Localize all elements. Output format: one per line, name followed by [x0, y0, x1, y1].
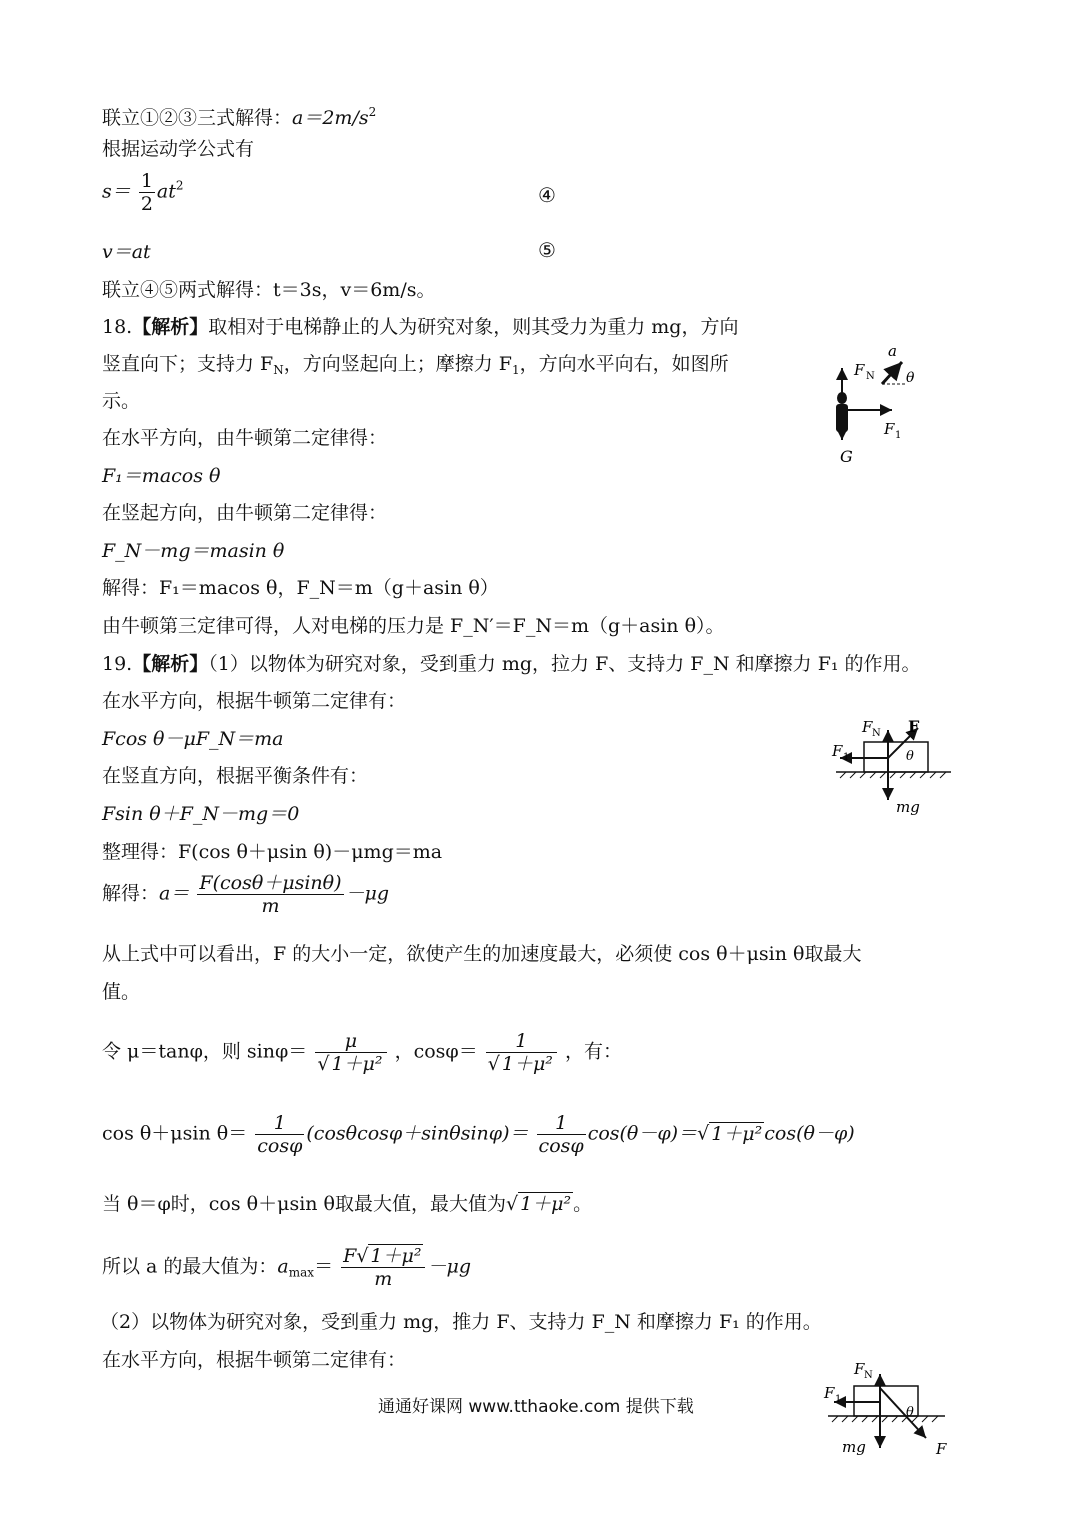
label-a: a	[888, 342, 897, 360]
problem-number: 18.	[102, 316, 133, 338]
p18-line-3: 示。	[102, 390, 141, 412]
push-force-arrow	[880, 1388, 926, 1438]
p18-line-5: 在竖起方向，由牛顿第二定律得：	[102, 502, 388, 524]
num: 1	[537, 1112, 586, 1135]
num-sqrt: 1＋μ²	[370, 1245, 422, 1267]
den: 2	[140, 193, 153, 215]
p18-line-4: 在水平方向，由牛顿第二定律得：	[102, 427, 388, 449]
sqrt: 1＋μ²	[711, 1122, 763, 1145]
acceleration-arrow	[882, 362, 902, 384]
line-solve-t-v: 联立④⑤两式解得：t＝3s，v＝6m/s。	[102, 279, 436, 301]
text: ，方向水平向右，如图所	[519, 353, 729, 375]
label-f1: F	[832, 742, 843, 760]
label-mg: mg	[896, 798, 920, 816]
fraction-sin-phi: $\frac{\mu}{\text{√ 1＋μ²}}$	[315, 1030, 386, 1075]
label-theta: θ	[906, 1405, 914, 1420]
label-fn: F	[862, 718, 873, 736]
analysis-tag: 【解析】	[132, 316, 209, 338]
text: cos θ＋μsin θ＝	[102, 1122, 248, 1145]
p19-line-4: 从上式中可以看出，F 的大小一定，欲使产生的加速度最大，必须使 cos θ＋μsin θ取最大	[102, 943, 862, 965]
figure-person-forces	[826, 340, 936, 475]
text: a	[277, 1255, 289, 1278]
label-g: G	[840, 447, 853, 466]
text: cos(θ－φ)	[764, 1122, 855, 1145]
p19-line-5: 值。	[102, 981, 141, 1003]
label-f: F	[908, 717, 920, 736]
text: ，有：	[564, 1040, 622, 1063]
text: 取相对于电梯静止的人为研究对象，则其受力为重力 mg，方向	[208, 316, 739, 338]
label-theta: θ	[906, 370, 915, 386]
p19-eq-3: 整理得：F(cos θ＋μsin θ)－μmg＝ma	[102, 841, 443, 863]
p18-solution: 解得：F₁＝macos θ，F_N＝m（g＋asin θ）	[102, 577, 499, 599]
num: μ	[315, 1030, 386, 1053]
p19-solve-a	[102, 872, 389, 917]
text: 所以 a 的最大值为：	[102, 1255, 278, 1278]
s-eq: s＝	[102, 180, 131, 203]
a-value: a＝2m/s	[292, 107, 369, 129]
problem-number: 19.	[102, 653, 133, 675]
footer-text: 通通好课网 www.tthaoke.com 提供下载	[378, 1397, 694, 1417]
fraction-a-max: $\frac{\text{F√ 1＋μ²}}{m}$	[341, 1245, 425, 1290]
p19-line-1	[102, 650, 921, 678]
p19-line-3: 在竖直方向，根据平衡条件有：	[102, 765, 369, 787]
text: cos(θ－φ)＝	[587, 1122, 698, 1145]
p19-line-2: 在水平方向，根据牛顿第二定律有：	[102, 690, 407, 712]
ground-hatching	[832, 1416, 938, 1422]
label-mg: mg	[842, 1438, 866, 1456]
p19-eq-1: Fcos θ－μF_N＝ma	[102, 728, 284, 750]
text: a＝	[159, 882, 190, 905]
eq-mark-4: ④	[538, 183, 556, 207]
label-fn: F	[854, 1360, 865, 1378]
den: cosφ	[257, 1135, 303, 1157]
label-f: F	[936, 1440, 947, 1458]
line-solve-a: 联立①②③三式解得：$a=2m/s^2$	[102, 105, 377, 129]
p18-third-law: 由牛顿第三定律可得，人对电梯的压力是 F_N′＝F_N＝m（g＋asin θ）。	[102, 615, 725, 637]
num-f: F	[343, 1245, 357, 1267]
label-f1-sub: 1	[843, 752, 850, 763]
p19-part-2: （2）以物体为研究对象，受到重力 mg，推力 F、支持力 F_N 和摩擦力 F₁ 的作用。	[100, 1311, 822, 1333]
p18-line-1	[102, 313, 738, 341]
text: 解得：	[102, 882, 160, 905]
p19-identity: cos θ＋μsin θ＝ $\frac{1}{\cos\varphi}$ (cosθcosφ＋sinθsinφ)＝ $\frac{1}{\cos\varphi}$ cos(θ－φ)＝√ 1＋μ² cos(θ－φ)	[102, 1112, 855, 1157]
num: F(cosθ＋μsinθ)	[199, 872, 342, 894]
text: （1）以物体为研究对象，受到重力 mg，拉力 F、支持力 F_N 和摩擦力 F₁ 的作用。	[208, 653, 921, 675]
p19-eq-2: Fsin θ＋F_N－mg＝0	[102, 803, 300, 825]
at: at	[156, 180, 176, 203]
text: ，方向竖起向上；摩擦力 F	[283, 353, 512, 375]
den: cosφ	[538, 1135, 584, 1157]
text: －μg	[427, 1255, 471, 1278]
p18-line-2: 竖直向下；支持力 $F_N$，方向竖起向上；摩擦力 $F_1$，方向水平向右，如图所	[102, 353, 729, 377]
sqrt: 1＋μ²	[520, 1193, 572, 1215]
label-f1: F	[884, 420, 895, 438]
sub: max	[288, 1265, 315, 1280]
ground-hatching	[840, 772, 946, 778]
p18-eq-1: F₁＝macos θ	[102, 465, 221, 487]
text: －μg	[345, 882, 390, 905]
eq-mark-5: ⑤	[538, 238, 556, 262]
label-fn-sub: N	[866, 371, 875, 382]
p19-max-condition: 当 θ＝φ时，cos θ＋μsin θ取最大值，最大值为√ 1＋μ² 。	[102, 1193, 593, 1215]
p19-let-mu	[102, 1030, 622, 1075]
p19-a-max	[102, 1245, 471, 1290]
label-fn: F	[854, 361, 865, 379]
num: 1	[486, 1030, 557, 1053]
den: m	[374, 1268, 393, 1290]
fraction-cos-phi: $\frac{1}{\text{√ 1＋μ²}}$	[486, 1030, 557, 1075]
figure-block-pull	[826, 712, 956, 822]
p18-eq-2: F_N－mg＝masin θ	[102, 540, 285, 562]
label-theta: θ	[906, 749, 914, 764]
den: 1＋μ²	[501, 1053, 553, 1075]
text: ，cosφ＝	[394, 1040, 478, 1063]
num: 1	[255, 1112, 304, 1135]
text: 当 θ＝φ时，cos θ＋μsin θ取最大值，最大值为	[102, 1193, 506, 1215]
formula-s: s＝ $\frac{1}{2}$ $at^2$	[102, 170, 184, 215]
text: 联立①②③三式解得：	[102, 107, 293, 129]
line-kinematics: 根据运动学公式有	[102, 138, 255, 160]
text: (cosθcosφ＋sinθsinφ)＝	[306, 1122, 529, 1145]
den: 1＋μ²	[331, 1053, 383, 1075]
fraction-one-cos	[255, 1112, 304, 1157]
fraction-a	[197, 872, 343, 917]
num: 1	[140, 170, 153, 192]
fraction-one-cos-2	[537, 1112, 586, 1157]
figure-block-push	[820, 1358, 960, 1463]
formula-v: v＝at	[102, 241, 151, 263]
text: ＝	[314, 1255, 334, 1278]
den: m	[261, 895, 280, 917]
fraction-half	[139, 170, 155, 215]
p19-line-6: 在水平方向，根据牛顿第二定律有：	[102, 1349, 407, 1371]
text: 竖直向下；支持力 F	[102, 353, 274, 375]
label-f1: F	[824, 1384, 835, 1402]
analysis-tag: 【解析】	[132, 653, 209, 675]
label-f1-sub: 1	[895, 430, 902, 441]
label-fn-sub: N	[872, 728, 881, 739]
label-f1-sub: 1	[835, 1394, 842, 1405]
label-fn-sub: N	[864, 1370, 873, 1381]
text: 令 μ＝tanφ，则 sinφ＝	[102, 1040, 308, 1063]
text: 。	[573, 1193, 593, 1215]
